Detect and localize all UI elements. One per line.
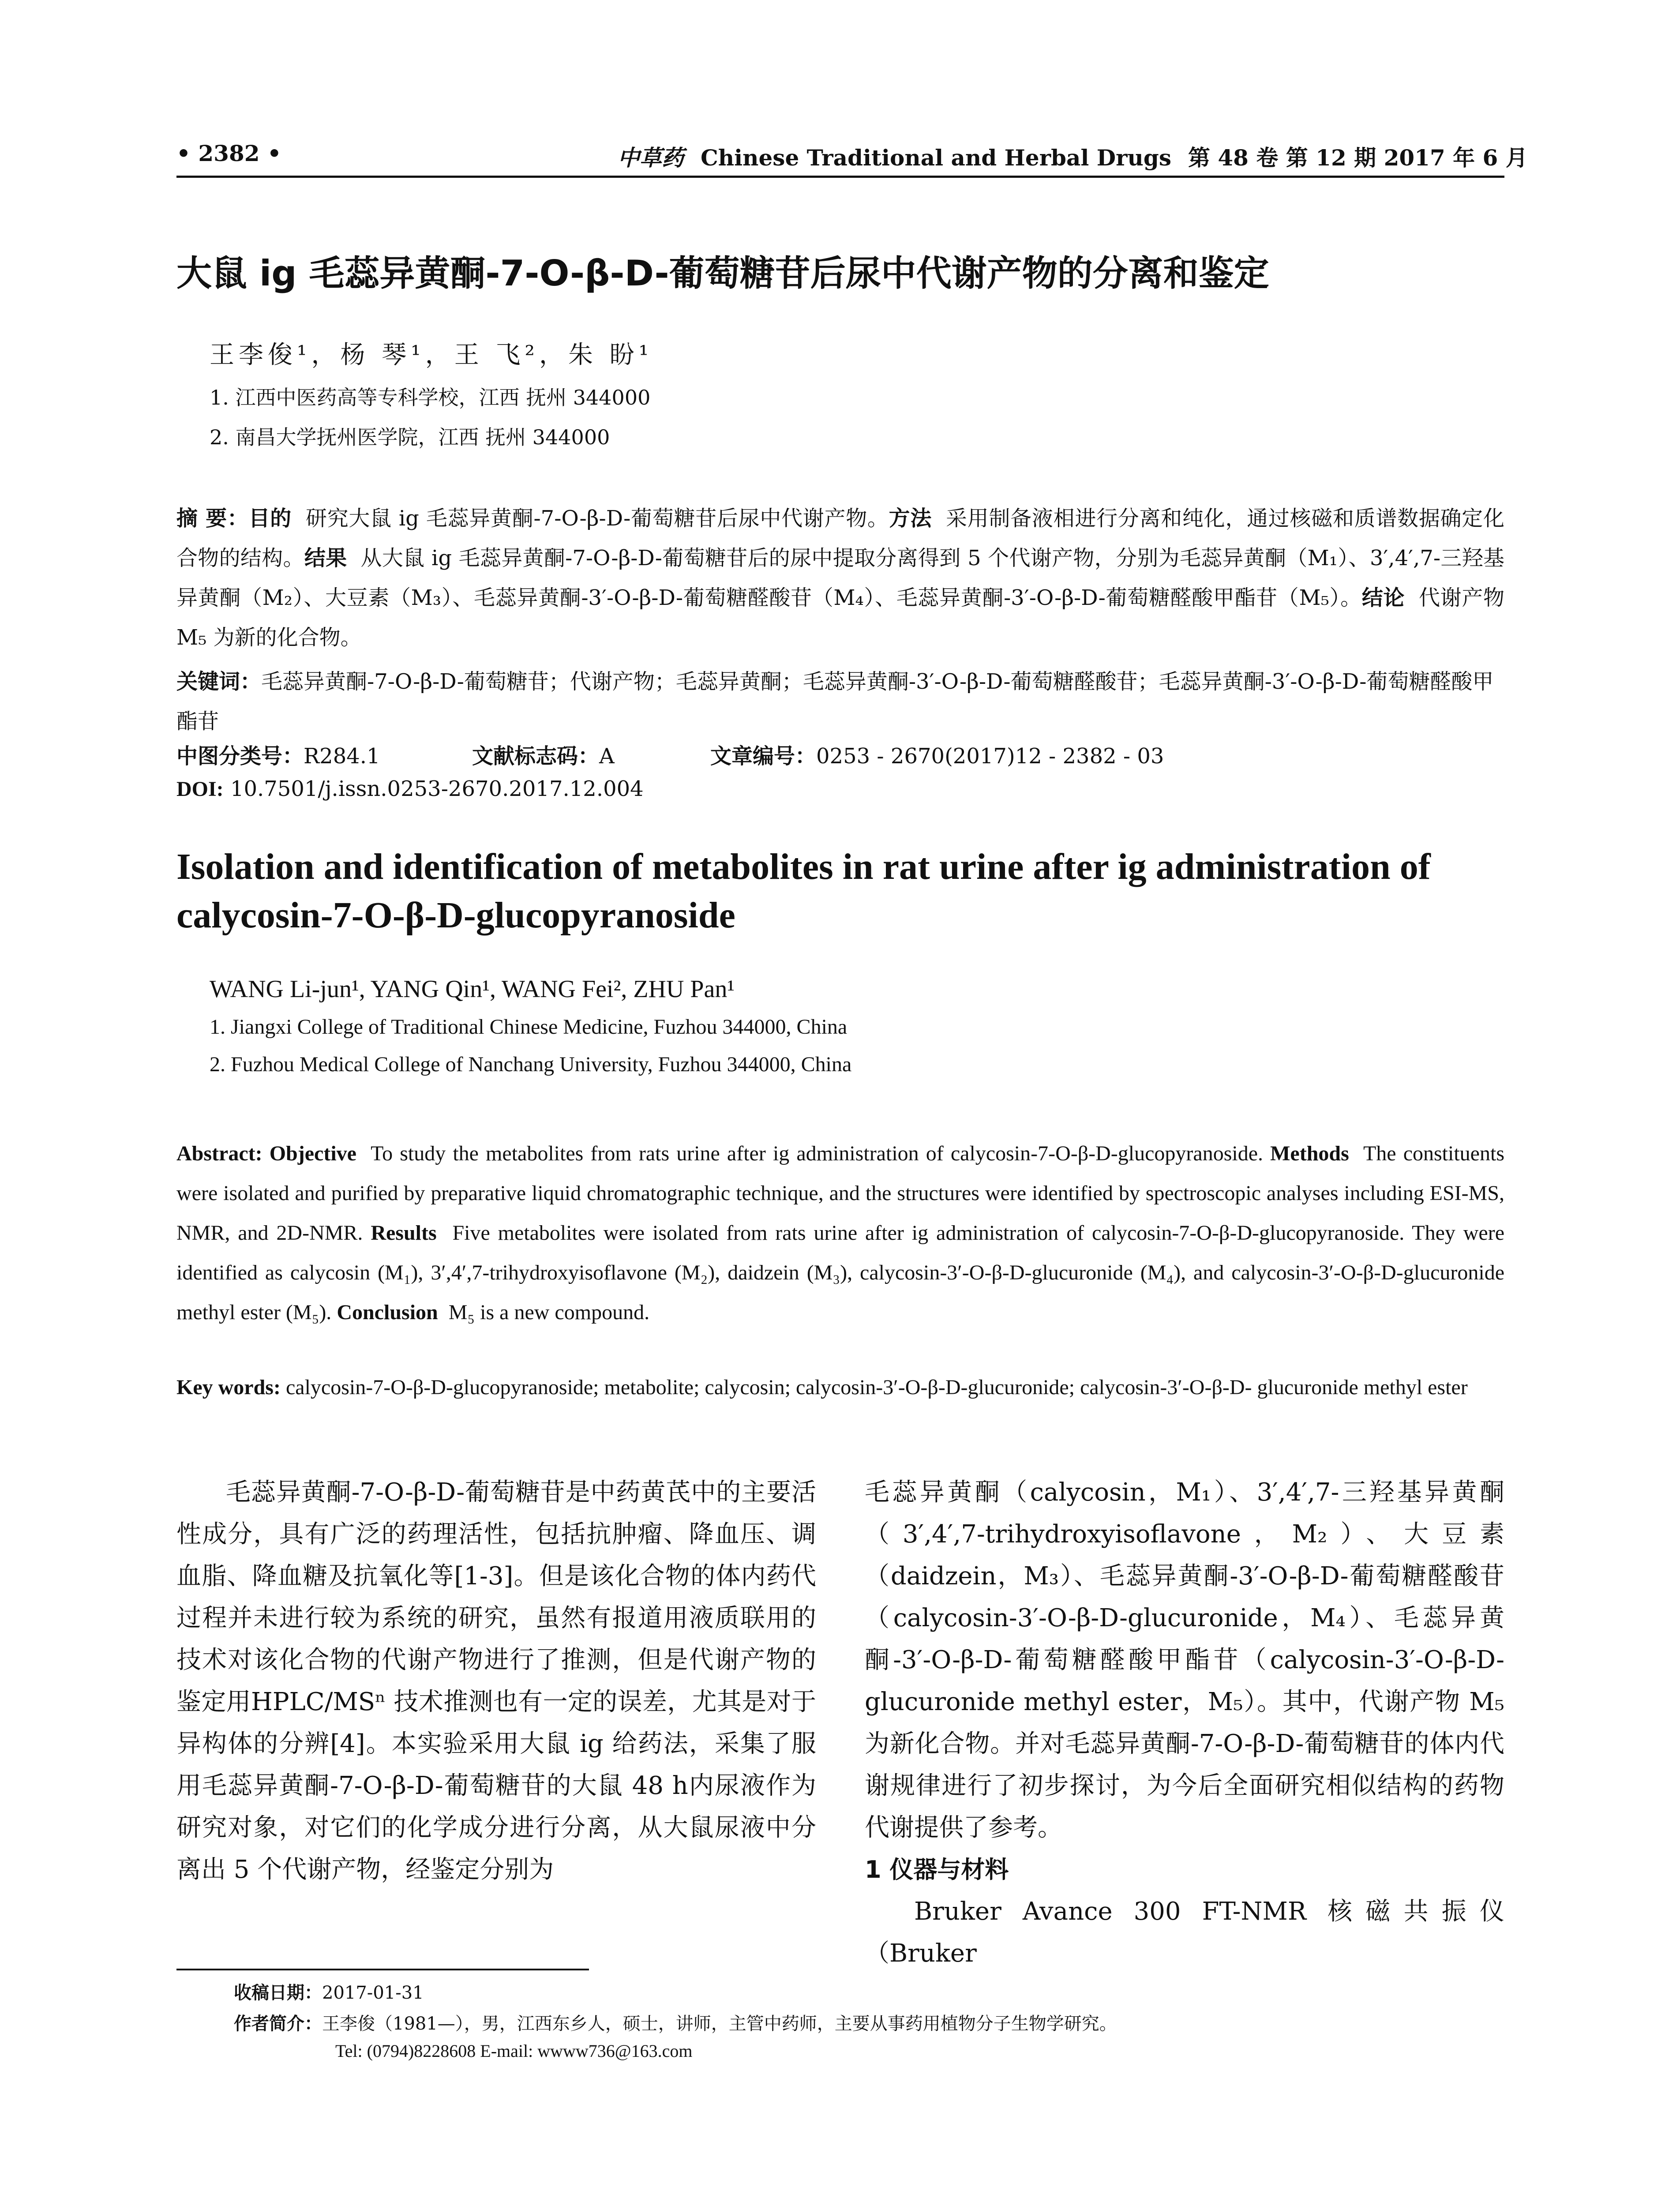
methods-text-en: The constituents were isolated and purified by preparative liquid chromatographic technique, and the structures were identified by spectroscopic analyses including ESI-MS, NMR, and 2D-NMR. (176, 1142, 1504, 1245)
results-label-en: Results (371, 1221, 437, 1245)
intro-paragraph: 毛蕊异黄酮-7-O-β-D-葡萄糖苷是中药黄芪中的主要活性成分，具有广泛的药理活性，包括抗肿瘤、降血压、调血脂、降血糖及抗氧化等[1-3]。但是该化合物的体内药代过程并未进行较为系统的研究，虽然有报道用液质联用的技术对该化合物的代谢产物进行了推测，但是代谢产物的鉴定用HPLC/MSⁿ 技术推测也有一定的误差，尤其是对于异构体的分辨[4]。本实验采用大鼠 ig 给药法，采集了服用毛蕊异黄酮-7-O-β-D-葡萄糖苷的大鼠 48 h内尿液作为研究对象，对它们的化学成分进行分离，从大鼠尿液中分离出 5 个代谢产物，经鉴定分别为 (176, 1478, 816, 1884)
objective-text-en: To study the metabolites from rats urine after ig administration of calycosin-7-O-β-D-glucopyranoside. (371, 1142, 1264, 1165)
conclusion-label-cn: 结论 (1361, 585, 1405, 610)
clc-label: 中图分类号： (176, 744, 304, 769)
objective-label-en: Objective (269, 1142, 356, 1165)
journal-name-en: Chinese Traditional and Herbal Drugs (701, 145, 1171, 171)
journal-name-cn: 中草药 (618, 145, 684, 171)
conclusion-text-cn: 代谢产物 M₅ 为新的化合物。 (176, 585, 1504, 650)
received-label: 收稿日期： (234, 1983, 322, 2003)
classification-line (176, 739, 1164, 769)
results-text-en: Five metabolites were isolated from rats urine after ig administration of calycosin-7-O-β-D-glucopyranoside. They were identified as calycosin (M₁), 3′,4′,7-trihydroxyisoflavone (M₂), daidzein (M₃), calycosin-3′-O-β-D-glucuronide (M₄), and calycosin-3′-O-β-D-glucuronide methyl ester (M₅). (176, 1221, 1505, 1324)
chinese-affiliation-1: 1. 江西中医药高等专科学校，江西 抚州 344000 (210, 386, 651, 409)
results-text-cn: 从大鼠 ig 毛蕊异黄酮-7-O-β-D-葡萄糖苷后的尿中提取分离得到 5 个代谢产物，分别为毛蕊异黄酮（M₁）、3′,4′,7-三羟基异黄酮（M₂）、大豆素（M₃）、毛蕊异黄酮-3′-O-β-D-葡萄糖醛酸苷（M₄）、毛蕊异黄酮-3′-O-β-D-葡萄糖醛酸甲酯苷（M₅）。 (176, 546, 1504, 610)
section-text: Bruker Avance 300 FT-NMR 核磁共振仪（Bruker (865, 1897, 1504, 1968)
chinese-affiliation-2: 2. 南昌大学抚州医学院，江西 抚州 344000 (210, 425, 610, 449)
page-number: • 2382 • (176, 140, 281, 166)
intro-paragraph-continued: 毛蕊异黄酮（calycosin，M₁）、3′,4′,7-三羟基异黄酮（3′,4′,7-trihydroxyisoflavone，M₂）、大豆素（daidzein，M₃）、毛蕊异黄酮-3′-O-β-D-葡萄糖醛酸苷（calycosin-3′-O-β-D-glucuronide，M₄）、毛蕊异黄酮-3′-O-β-D-葡萄糖醛酸甲酯苷（calycosin-3′-O-β-D-glucuronide methyl ester，M₅）。其中，代谢产物 M₅ 为新化合物。并对毛蕊异黄酮-7-O-β-D-葡萄糖苷的体内代谢规律进行了初步探讨，为今后全面研究相似结构的药物代谢提供了参考。 (865, 1478, 1504, 1842)
doi-label: DOI: (176, 777, 224, 801)
footnote-rule (176, 1969, 589, 1970)
english-title (176, 843, 1504, 940)
journal-info (618, 140, 1528, 172)
english-keywords (176, 1368, 1504, 1407)
received-date: 2017-01-31 (322, 1983, 424, 2003)
english-affiliation-1: 1. Jiangxi College of Traditional Chinese Medicine, Fuzhou 344000, China (210, 1015, 848, 1039)
keywords-text-en: calycosin-7-O-β-D-glucopyranoside; metabolite; calycosin; calycosin-3′-O-β-D-glucuronide; calycosin-3′-O-β-D- glucuronide methyl ester (285, 1376, 1468, 1399)
article-number-label: 文章编号： (710, 744, 817, 769)
doi-link[interactable]: 10.7501/j.issn.0253-2670.2017.12.004 (230, 777, 644, 801)
abstract-label-en: Abstract: (176, 1142, 262, 1165)
conclusion-label-en: Conclusion (337, 1301, 438, 1324)
author-bio-line (234, 2010, 1117, 2035)
contact-line: Tel: (0794)8228608 E-mail: wwww736@163.com (335, 2041, 693, 2061)
running-header (176, 140, 1528, 176)
doi-line (176, 777, 644, 801)
conclusion-text-en: M₅ is a new compound. (448, 1301, 650, 1324)
english-abstract (176, 1134, 1504, 1332)
chinese-abstract (176, 499, 1504, 657)
abstract-label-cn: 摘 要： (176, 506, 249, 531)
body-left-column (176, 1471, 816, 1891)
objective-label-cn: 目的 (248, 506, 292, 531)
keywords-text-cn: 毛蕊异黄酮-7-O-β-D-葡萄糖苷；代谢产物；毛蕊异黄酮；毛蕊异黄酮-3′-O-β-D-葡萄糖醛酸苷；毛蕊异黄酮-3′-O-β-D-葡萄糖醛酸甲酯苷 (176, 669, 1494, 734)
header-rule (176, 176, 1504, 178)
author-bio-label: 作者简介： (234, 2014, 322, 2034)
english-title-line-2: calycosin-7-O-β-D-glucopyranoside (176, 895, 735, 936)
methods-text-cn: 采用制备液相进行分离和纯化，通过核磁和质谱数据确定化合物的结构。 (176, 506, 1504, 570)
english-affiliation-2: 2. Fuzhou Medical College of Nanchang University, Fuzhou 344000, China (210, 1053, 852, 1076)
english-title-line-1: Isolation and identification of metabolites in rat urine after ig administration of (176, 846, 1431, 887)
chinese-authors: 王李俊¹，杨 琴¹，王 飞²，朱 盼¹ (210, 341, 653, 369)
objective-text-cn: 研究大鼠 ig 毛蕊异黄酮-7-O-β-D-葡萄糖苷后尿中代谢产物。 (305, 506, 889, 531)
keywords-label-cn: 关键词： (176, 669, 262, 694)
doc-code-label: 文献标志码： (472, 744, 600, 769)
results-label-cn: 结果 (304, 546, 347, 570)
article-number-value: 0253 - 2670(2017)12 - 2382 - 03 (816, 744, 1164, 769)
methods-label-en: Methods (1270, 1142, 1349, 1165)
chinese-keywords (176, 662, 1504, 741)
section-heading: 1 仪器与材料 (865, 1856, 1009, 1883)
journal-issue: 第 48 卷 第 12 期 2017 年 6 月 (1188, 145, 1528, 171)
english-authors: WANG Li-jun¹, YANG Qin¹, WANG Fei², ZHU Pan¹ (210, 975, 735, 1003)
keywords-label-en: Key words: (176, 1376, 281, 1399)
clc-value: R284.1 (304, 744, 380, 769)
doc-code-value: A (599, 744, 615, 769)
received-date-line (234, 1979, 424, 2004)
chinese-title: 大鼠 ig 毛蕊异黄酮-7-O-β-D-葡萄糖苷后尿中代谢产物的分离和鉴定 (176, 253, 1269, 294)
methods-label-cn: 方法 (889, 506, 932, 531)
author-bio: 王李俊（1981—），男，江西东乡人，硕士，讲师，主管中药师，主要从事药用植物分子生物学研究。 (322, 2014, 1117, 2034)
body-right-column (865, 1471, 1504, 1974)
